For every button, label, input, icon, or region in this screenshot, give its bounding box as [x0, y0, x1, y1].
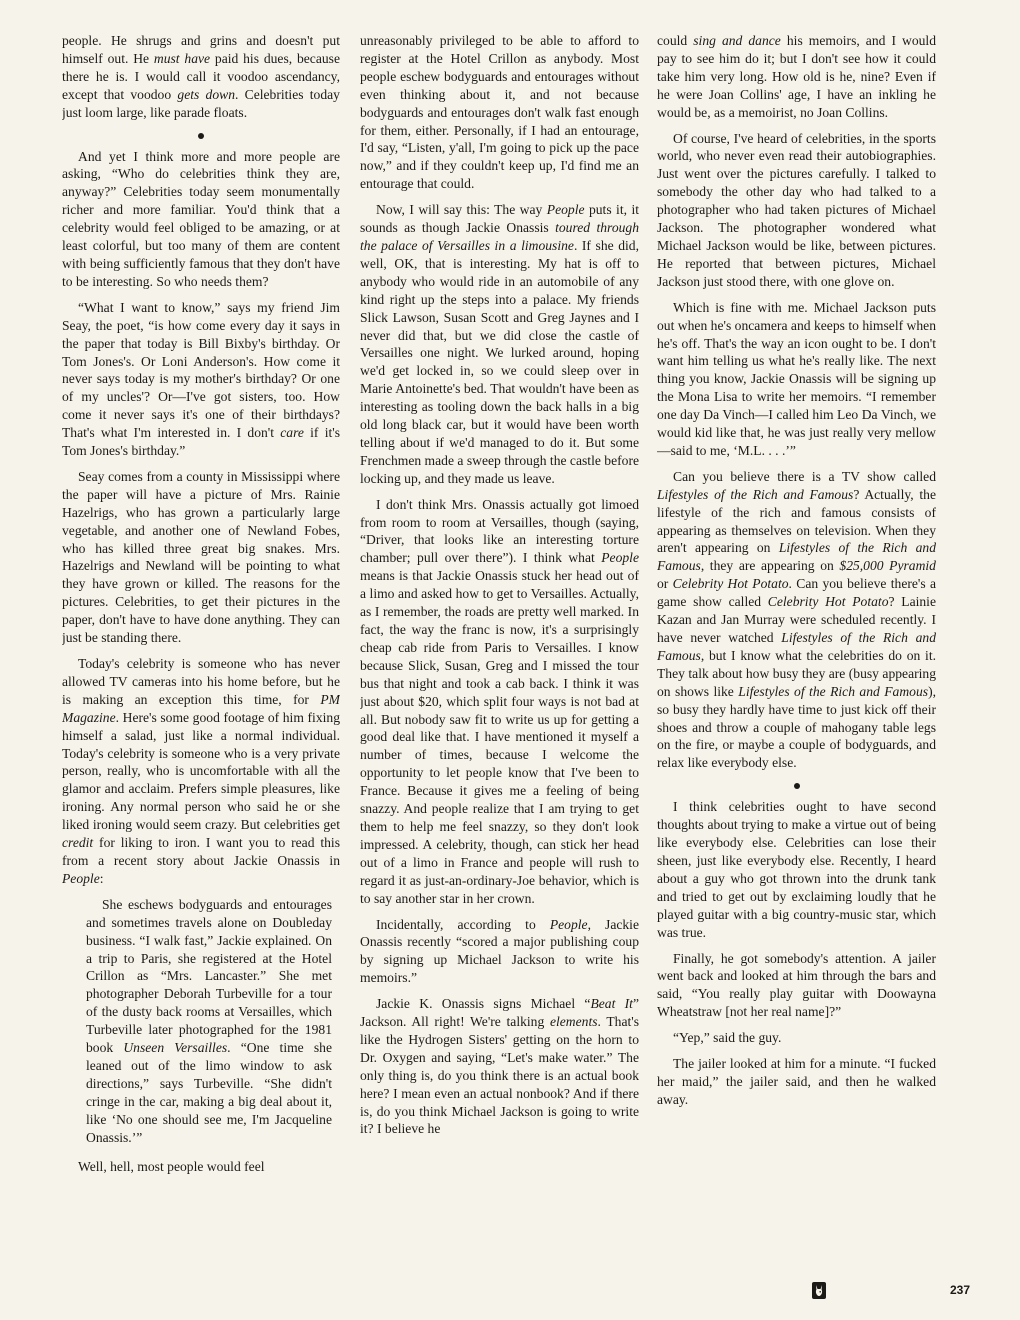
text-run: Can you believe there is a TV show called [673, 468, 936, 484]
text-run: people. He shrugs and grins and doesn't put himself out. He [62, 33, 340, 66]
text-run: unreasonably privileged to be able to afford to register at the Hotel Crillon as anybody. Most people eschew bodyguards and entourages without even thinking about it, and not because bodyguards and entourages don't walk fast enough for them, either. Personally, if I had an entourage, I'd say, “Listen, y'all, I'm going to pick up the pace now,” and if they couldn't keep up, I'd find me an entourage that could. [360, 33, 639, 192]
text-run: , Jackie Onassis recently “scored a major publishing coup by signing up Michael Jackson to write his memoirs.” [360, 916, 639, 986]
block-quote [86, 896, 332, 1147]
text-run: Incidentally, according to [376, 916, 550, 932]
paragraph [657, 299, 936, 460]
italic-text: sing and dance [693, 33, 781, 48]
rabbit-head-icon [812, 1282, 826, 1299]
italic-text: People [62, 870, 100, 886]
text-run: could [657, 33, 694, 48]
text-run: . Celebrities today just loom large, like parade floats. [62, 86, 340, 120]
italic-text: credit [62, 835, 94, 851]
text-run: if it's Tom Jones's birthday.” [62, 425, 340, 459]
italic-text: People [549, 916, 588, 932]
italic-text: elements [549, 1014, 598, 1030]
paragraph [62, 148, 340, 291]
text-run: ), so busy they hardly have time to just kick off their shoes and throw a couple of mahogany table legs on the fire, or maybe a couple of bodyguards, and relax like everybody else. [657, 683, 936, 771]
italic-text: Lifestyles of the Rich and Famous [738, 683, 929, 699]
paragraph [657, 1055, 936, 1109]
text-run: . “One time she leaned out of the limo window to ask directions,” says Turbeville. “She didn't cringe in the car, making a big deal about it, like ‘No one should see me, I'm Jacqueline Onassis.’” [86, 1040, 332, 1145]
text-run: paid his dues, because there he is. I would call it voodoo ascendancy, except that voodoo [62, 50, 340, 102]
text-run: And yet I think more and more people are asking, “Who do celebrities think they are, anyway?” Celebrities today seem monumentally richer and more familiar. You'd think that a celebrity would feel obliged to be amazing, or at least colorful, but too many of them are content with being sufficiently famous that they don't have to be interesting. So who needs them? [62, 148, 340, 289]
text-run: puts it, it sounds as though Jackie Onassis [360, 202, 639, 236]
text-column-1 [62, 32, 340, 1282]
paragraph [360, 496, 639, 908]
paragraph [360, 32, 639, 193]
text-run: Jackie K. Onassis signs Michael “ [376, 996, 591, 1012]
italic-text: People [601, 550, 639, 566]
text-column-2 [360, 32, 639, 1282]
section-break-dot [62, 130, 340, 142]
text-run: : [99, 870, 104, 886]
paragraph [657, 798, 936, 941]
paragraph [62, 1158, 340, 1176]
italic-text: Celebrity Hot Potato [767, 594, 889, 610]
text-column-3 [657, 32, 936, 1282]
italic-text: gets down [177, 86, 235, 102]
italic-text: Beat It [590, 996, 633, 1012]
italic-text: People [546, 202, 585, 218]
text-run: . Here's some good footage of him fixing himself a salad, just like a normal individual. Today's celebrity is someone who is a very private person, really, who is uncomfortable with all the glamor and acclaim. Prefers simple pleasures, like ironing. Any normal person who said he or she liked ironing would seem crazy. But celebrities get [62, 709, 340, 833]
italic-text: must have [153, 50, 211, 66]
italic-text: Lifestyles of the Rich and Famous [657, 540, 936, 574]
page-number: 237 [950, 1283, 971, 1297]
text-run: Now, I will say this: The way [376, 202, 547, 218]
italic-text: $25,000 Pyramid [839, 558, 936, 574]
text-run: “Yep,” said the guy. [673, 1030, 782, 1046]
text-run: Which is fine with me. Michael Jackson puts out when he's oncamera and keeps to himself when he's off. That's the way an icon ought to be. I don't want him telling us what he's really like. The next thing you know, Jackie Onassis will be signing up the Mona Lisa to write her memoirs. “I remember one day Da Vinch—I called him Leo Da Vinch, we would kid like that, he was just really very mellow—said to me, ‘M.L. . . .’” [657, 299, 936, 458]
text-run: Well, hell, most people would feel [78, 1159, 265, 1175]
text-run: Today's celebrity is someone who has never allowed TV cameras into his home before, but he is making an exception this time, for [62, 656, 340, 707]
text-run: his memoirs, and I would pay to see him do it; but I don't see how it could take him very long. How old is he, nine? Even if he were Joan Collins' age, I have an inkling he would be, as a memoirist, no Joan Collins. [657, 33, 936, 120]
text-run: , but I know what the celebrities do on it. They talk about how busy they are (busy appearing on shows like [657, 647, 936, 699]
paragraph [657, 32, 936, 122]
italic-text: Lifestyles of the Rich and Famous [657, 630, 936, 663]
italic-text: PM Magazine [62, 691, 340, 725]
paragraph [657, 1029, 936, 1047]
paragraph [360, 201, 639, 488]
paragraph [657, 468, 936, 772]
paragraph [62, 299, 340, 460]
text-run: , they are appearing on [700, 558, 840, 574]
text-run: Seay comes from a county in Mississippi where the paper will have a picture of Mrs. Rainie Hazelrigs, who has grown a particularly large vegetable, and another one of Newland Fobes, who has killed three great big snakes. Mrs. Hazelrigs and Newland will be pointing to what they have grown or killed. The reasons for the pictures. Celebrities, to get their pictures in the paper, don't have to have done anything. They can just be standing there. [62, 468, 340, 646]
paragraph [62, 32, 340, 122]
text-run: means is that Jackie Onassis stuck her head out of a limo and asked how to get to Versailles. Actually, as I remember, the roads are pretty well marked. In fact, the way the franc is now, it's a surprisingly cheap cab ride from Paris to Versailles. I know because Slick, Susan, Greg and I missed the tour bus that night and took a cab back. I think it was just about $20, which split four ways is not bad at all. But nobody saw fit to write us up for getting a good deal like that. I have mentioned it myself a number of times, because I welcome the opportunity to let people know that I've been to France. Because it gives me a feeling of being snazzy. And people realize that I am trying to get them to help me feel snazzy, so they don't look impressed. A celebrity, though, can stick her head out of a limo in France and people will rush to regard it as just-an-ordinary-Joe behavior, which is to say another star in her crown. [360, 568, 639, 906]
text-run: “What I want to know,” says my friend Jim Seay, the poet, “is how come every day it says in the paper that today is Bill Bixby's birthday. Or Tom Jones's. Or Loni Anderson's. How come it never says today is my mother's birthday? Or one of my uncles'? Or—I've got sisters, too. How come it never says it's one of their birthdays? That's what I'm interested in. I don't [62, 299, 340, 441]
paragraph [360, 916, 639, 988]
italic-text: Unseen Versailles [123, 1040, 228, 1056]
paragraph [360, 995, 639, 1138]
italic-text: Lifestyles of the Rich and Famous [657, 486, 854, 502]
italic-text: Celebrity Hot Potato [672, 576, 789, 592]
text-run: I think celebrities ought to have second thoughts about trying to make a virtue out of being like everybody else. Celebrities can lose their sheen, just like everybody else. Recently, I heard about a guy who got thrown into the drunk tank and tried to get out by exclaiming loudly that he played guitar with a big country-music star, which was true. [657, 799, 936, 940]
paragraph [62, 468, 340, 647]
section-break-dot [657, 780, 936, 792]
italic-text: toured through the palace of Versailles in a limousine [360, 220, 639, 253]
text-run: Of course, I've heard of celebrities, in the sports world, who never even read their autobiographies. Just went over the pictures carefully. I talked to somebody the other day who had talked to a photographer who had taken pictures of Michael Jackson. The photographer wondered what Michael Jackson would be like, between pictures. He reported that between pictures, Michael Jackson just stood there, with one glove on. [657, 130, 936, 289]
paragraph [657, 950, 936, 1022]
text-run: . Can you believe there's a game show called [657, 576, 936, 610]
paragraph [657, 130, 936, 291]
text-run: ” Jackson. All right! We're talking [360, 996, 639, 1030]
text-run: Finally, he got somebody's attention. A jailer went back and looked at him through the bars and said, “You really play guitar with Doowayna Wheatstraw [not her real name]?” [657, 950, 936, 1020]
text-run: ? Lainie Kazan and Jan Murray were scheduled recently. I have never watched [657, 594, 936, 645]
text-run: The jailer looked at him for a minute. “I fucked her maid,” the jailer said, and then he walked away. [657, 1056, 936, 1107]
paragraph [86, 896, 332, 1147]
text-run: . If she did, well, OK, that is interesting. My hat is off to anybody who would ride in an automobile of any kind right up the steps into a palace. My friends Slick Lawson, Susan Scott and Greg Jaynes and I never did that, but we did close the castle of Versailles one night. We lurked around, hoping we'd get locked in, so we could sleep over in Marie Antoinette's bed. That wouldn't have been as interesting as tooling down the back halls in a big old long black car, but it would have been worth telling about if we'd managed to do it. But some Frenchmen made a sweep through the castle before locking up, and they made us leave. [360, 237, 639, 486]
text-run: ? Actually, the lifestyle of the rich and famous consists of appearing as themselves on television. When they aren't appearing on [657, 486, 936, 556]
text-run: or [657, 576, 673, 592]
text-run: . That's like the Hydrogen Sisters' getting on the horn to Dr. Oxygen and saying, “Let's make water.” The only thing is, do you think there is an actual book here? I mean even an actual nonbook? And if there is, do you think Michael Jackson is going to write it? I believe he [360, 1014, 639, 1137]
text-run: She eschews bodyguards and entourages and sometimes travels alone on Doubleday business. “I walk fast,” Jackie explained. On a trip to Paris, she registered at the Hotel Crillon as “Mrs. Lancaster.” She met photographer Deborah Turbeville for a tour of the dusty back rooms at Versailles, which Turbeville later photographed for the 1981 book [86, 896, 332, 1056]
italic-text: care [280, 425, 304, 441]
paragraph [62, 655, 340, 888]
text-run: I don't think Mrs. Onassis actually got limoed from room to room at Versailles, though (saying, “Driver, that looks like an interesting torture chamber; pull over there”). I think what [360, 496, 639, 566]
text-run: for liking to iron. I want you to read this from a recent story about Jackie Onassis in [62, 835, 340, 868]
